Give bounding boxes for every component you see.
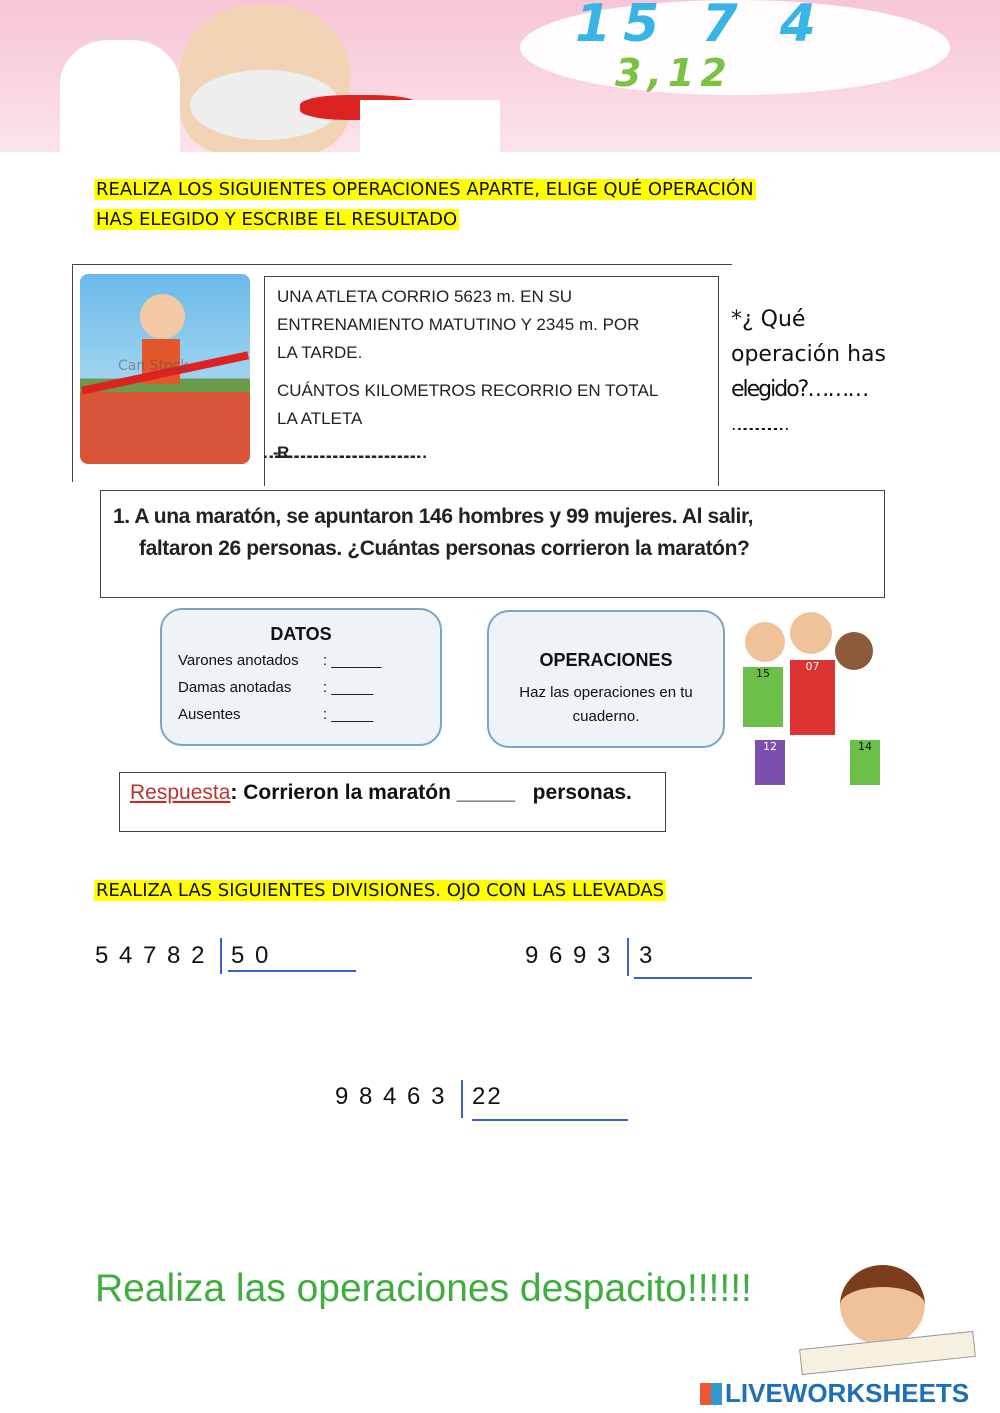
dividend: 9 6 9 3 xyxy=(525,942,613,969)
side-question[interactable] xyxy=(731,302,886,442)
problem-2-text: 1. A una maratón, se apuntaron 146 hombres y 99 mujeres. Al salir, xyxy=(113,505,754,528)
runner-bib: 07 xyxy=(790,660,835,735)
division-bracket xyxy=(220,938,222,974)
datos-title: DATOS xyxy=(270,624,332,644)
operaciones-title: OPERACIONES xyxy=(539,650,673,670)
dividend: 5 4 7 8 2 xyxy=(95,942,207,969)
division-3[interactable] xyxy=(335,1083,446,1112)
athlete-image xyxy=(80,274,250,464)
liveworksheets-logo xyxy=(700,1378,969,1409)
runner-bib: 15 xyxy=(743,667,783,727)
datos-row[interactable] xyxy=(178,701,424,728)
instruction-line: HAS ELEGIDO Y ESCRIBE EL RESULTADO xyxy=(96,209,458,230)
problem-2-box xyxy=(100,490,885,598)
division-2[interactable] xyxy=(525,942,612,971)
datos-row[interactable] xyxy=(178,647,424,674)
runner-bib: 12 xyxy=(755,740,785,785)
logo-text: LIVEWORKSHEETS xyxy=(725,1378,970,1408)
banner-numbers-bottom: 3,12 xyxy=(615,51,733,95)
problem-question: LA ATLETA xyxy=(277,409,363,428)
operaciones-text: cuaderno. xyxy=(572,708,640,725)
studying-boy-illustration xyxy=(800,1260,980,1370)
divisor: 22 xyxy=(472,1083,503,1110)
problem-question: CUÁNTOS KILOMETROS RECORRIO EN TOTAL xyxy=(277,381,659,400)
side-question-line: *¿ Qué xyxy=(731,307,806,332)
header-banner xyxy=(0,0,1000,152)
side-question-line: …………………… xyxy=(731,415,780,434)
datos-blank: : ______ xyxy=(323,652,382,669)
division-bracket xyxy=(627,938,629,976)
division-1[interactable] xyxy=(95,942,206,971)
side-question-line: operación has xyxy=(731,342,886,367)
problem-2-text: faltaron 26 personas. ¿Cuántas personas corrieron la maratón? xyxy=(139,537,750,560)
quotient-line[interactable] xyxy=(472,1119,628,1121)
operaciones-text: Haz las operaciones en tu xyxy=(519,684,693,701)
datos-box xyxy=(160,608,442,746)
problem-text: UNA ATLETA CORRIO 5623 m. EN SU xyxy=(277,287,573,306)
problem-text: LA TARDE. xyxy=(277,343,363,362)
divisor: 5 0 xyxy=(231,942,271,969)
divisor: 3 xyxy=(639,942,655,969)
operaciones-box xyxy=(487,610,725,748)
problem-1-box xyxy=(264,276,719,486)
side-question-line: elegido?……… xyxy=(731,377,868,402)
answer-line[interactable]: R.- ……………………………………………………………… xyxy=(277,443,418,462)
datos-blank: : _____ xyxy=(323,679,374,696)
datos-row[interactable] xyxy=(178,674,424,701)
instruction-1 xyxy=(94,175,756,235)
datos-label: Ausentes xyxy=(178,706,241,723)
datos-blank: : _____ xyxy=(323,706,374,723)
watermark: Can Stock xyxy=(118,358,189,374)
quotient-line[interactable] xyxy=(228,970,356,972)
instruction-2 xyxy=(94,876,666,906)
respuesta-text: : Corrieron la maratón _____ personas. xyxy=(230,781,632,804)
banner-numbers-top: 15 7 4 xyxy=(575,0,828,54)
dividend: 9 8 4 6 3 xyxy=(335,1083,447,1110)
instruction-line: REALIZA LAS SIGUIENTES DIVISIONES. OJO CON LAS LLEVADAS xyxy=(96,880,665,901)
professor-illustration xyxy=(60,0,500,152)
quotient-line[interactable] xyxy=(634,977,752,979)
runners-illustration xyxy=(735,612,895,827)
division-bracket xyxy=(461,1080,463,1118)
problem-text: ENTRENAMIENTO MATUTINO Y 2345 m. POR xyxy=(277,315,640,334)
respuesta-box[interactable] xyxy=(119,772,666,832)
footer-message: Realiza las operaciones despacito!!!!!! xyxy=(95,1267,752,1310)
datos-label: Damas anotadas xyxy=(178,679,292,696)
respuesta-label: Respuesta xyxy=(130,781,231,804)
runner-bib: 14 xyxy=(850,740,880,785)
instruction-line: REALIZA LOS SIGUIENTES OPERACIONES APARTE, ELIGE QUÉ OPERACIÓN xyxy=(96,179,754,200)
datos-label: Varones anotados xyxy=(178,652,299,669)
